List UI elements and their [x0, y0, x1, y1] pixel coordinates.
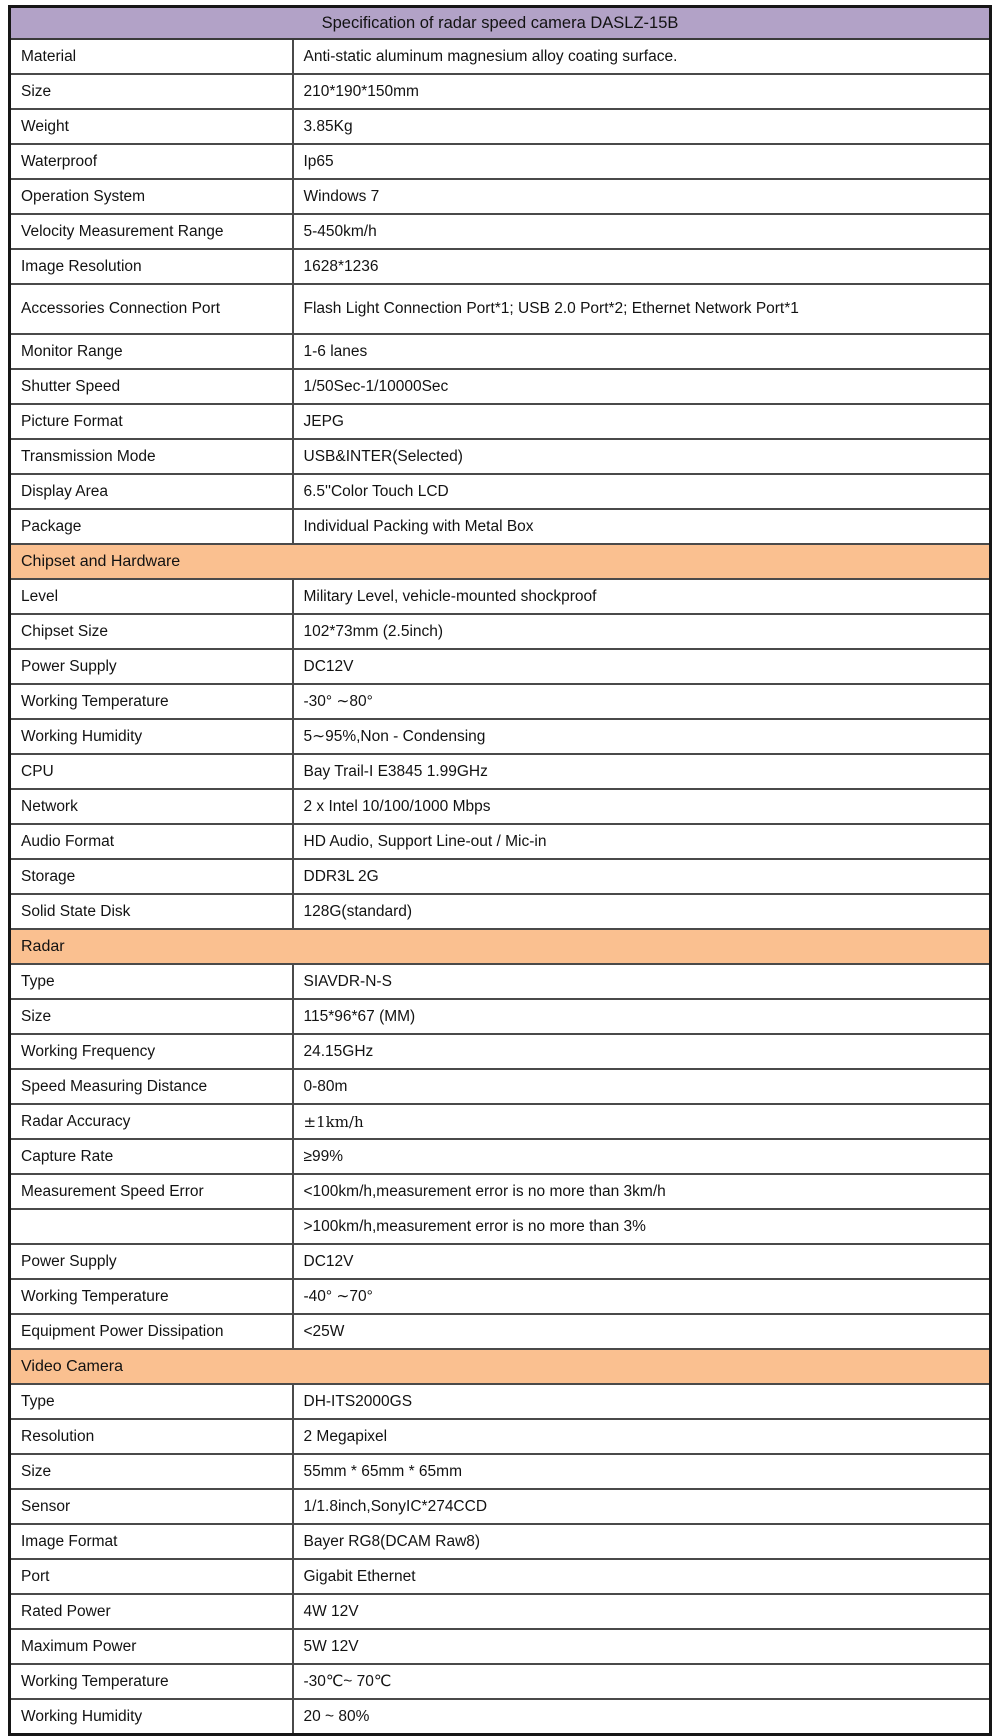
- spec-row: [10, 1279, 991, 1314]
- spec-value: -40° ∼70°: [293, 1279, 991, 1314]
- spec-row: [10, 144, 991, 179]
- spec-value: <100km/h,measurement error is no more than 3km/h: [293, 1174, 991, 1209]
- spec-label: Type: [10, 1384, 293, 1419]
- spec-label: Storage: [10, 859, 293, 894]
- spec-label: Equipment Power Dissipation: [10, 1314, 293, 1349]
- spec-row: [10, 1069, 991, 1104]
- spec-label: Measurement Speed Error: [10, 1174, 293, 1209]
- spec-row: [10, 649, 991, 684]
- spec-value: Anti-static aluminum magnesium alloy coating surface.: [293, 39, 991, 74]
- spec-label: Capture Rate: [10, 1139, 293, 1174]
- spec-row: [10, 39, 991, 74]
- spec-value: 20 ~ 80%: [293, 1699, 991, 1735]
- spec-value: 210*190*150mm: [293, 74, 991, 109]
- spec-label: Size: [10, 999, 293, 1034]
- spec-value: 115*96*67 (MM): [293, 999, 991, 1034]
- spec-label: Image Format: [10, 1524, 293, 1559]
- spec-row: [10, 824, 991, 859]
- spec-row: [10, 684, 991, 719]
- page-title: Specification of radar speed camera DASLZ-15B: [10, 7, 991, 40]
- spec-value: 5∼95%,Non - Condensing: [293, 719, 991, 754]
- spec-row: [10, 754, 991, 789]
- spec-row: [10, 1034, 991, 1069]
- spec-value: Bay Trail-I E3845 1.99GHz: [293, 754, 991, 789]
- spec-label: Accessories Connection Port: [10, 284, 293, 334]
- spec-row: [10, 74, 991, 109]
- spec-row: [10, 1104, 991, 1139]
- spec-row: [10, 1454, 991, 1489]
- spec-label: Picture Format: [10, 404, 293, 439]
- section-header: Radar: [10, 929, 991, 964]
- spec-row: [10, 1314, 991, 1349]
- spec-value: Windows 7: [293, 179, 991, 214]
- spec-row: [10, 439, 991, 474]
- spec-row: [10, 179, 991, 214]
- spec-label: Working Temperature: [10, 1279, 293, 1314]
- spec-label: CPU: [10, 754, 293, 789]
- spec-label: Radar Accuracy: [10, 1104, 293, 1139]
- spec-label: Transmission Mode: [10, 439, 293, 474]
- spec-value: 5W 12V: [293, 1629, 991, 1664]
- spec-value: DH-ITS2000GS: [293, 1384, 991, 1419]
- spec-label: Display Area: [10, 474, 293, 509]
- spec-label: Image Resolution: [10, 249, 293, 284]
- spec-label: Size: [10, 1454, 293, 1489]
- spec-row: [10, 859, 991, 894]
- spec-label: Type: [10, 964, 293, 999]
- spec-row: [10, 719, 991, 754]
- spec-row: [10, 964, 991, 999]
- spec-label: Port: [10, 1559, 293, 1594]
- spec-row: [10, 1489, 991, 1524]
- spec-label: Maximum Power: [10, 1629, 293, 1664]
- spec-row: [10, 334, 991, 369]
- spec-value: USB&INTER(Selected): [293, 439, 991, 474]
- spec-label: Working Frequency: [10, 1034, 293, 1069]
- spec-value: -30℃~ 70℃: [293, 1664, 991, 1699]
- spec-value: DC12V: [293, 1244, 991, 1279]
- spec-label: Power Supply: [10, 649, 293, 684]
- spec-row: [10, 214, 991, 249]
- spec-label: Rated Power: [10, 1594, 293, 1629]
- spec-value: 1-6 lanes: [293, 334, 991, 369]
- spec-label: Velocity Measurement Range: [10, 214, 293, 249]
- spec-value: -30° ∼80°: [293, 684, 991, 719]
- spec-value: Bayer RG8(DCAM Raw8): [293, 1524, 991, 1559]
- spec-table: [8, 5, 992, 1736]
- spec-value: Military Level, vehicle-mounted shockproof: [293, 579, 991, 614]
- spec-row: [10, 1209, 991, 1244]
- section-header-row: [10, 544, 991, 579]
- spec-label: Shutter Speed: [10, 369, 293, 404]
- spec-row: [10, 1244, 991, 1279]
- spec-label: Power Supply: [10, 1244, 293, 1279]
- spec-label: Speed Measuring Distance: [10, 1069, 293, 1104]
- spec-row: [10, 109, 991, 144]
- spec-row: [10, 369, 991, 404]
- spec-value: 102*73mm (2.5inch): [293, 614, 991, 649]
- spec-row: [10, 1524, 991, 1559]
- spec-value: 128G(standard): [293, 894, 991, 929]
- spec-value: 24.15GHz: [293, 1034, 991, 1069]
- spec-row: [10, 1174, 991, 1209]
- title-row: [10, 7, 991, 40]
- spec-row: [10, 509, 991, 544]
- spec-row: [10, 1559, 991, 1594]
- section-header: Video Camera: [10, 1349, 991, 1384]
- spec-value: 4W 12V: [293, 1594, 991, 1629]
- spec-label: Working Humidity: [10, 719, 293, 754]
- spec-row: [10, 1629, 991, 1664]
- spec-label: Waterproof: [10, 144, 293, 179]
- spec-label: Working Temperature: [10, 684, 293, 719]
- spec-label: [10, 1209, 293, 1244]
- spec-value: 3.85Kg: [293, 109, 991, 144]
- spec-value: ±1km/h: [293, 1104, 991, 1139]
- spec-value: HD Audio, Support Line-out / Mic-in: [293, 824, 991, 859]
- spec-value: Ip65: [293, 144, 991, 179]
- spec-row: [10, 1419, 991, 1454]
- spec-row: [10, 1664, 991, 1699]
- spec-label: Level: [10, 579, 293, 614]
- spec-row: [10, 284, 991, 334]
- section-header: Chipset and Hardware: [10, 544, 991, 579]
- spec-label: Sensor: [10, 1489, 293, 1524]
- spec-value: Individual Packing with Metal Box: [293, 509, 991, 544]
- spec-label: Package: [10, 509, 293, 544]
- spec-value: JEPG: [293, 404, 991, 439]
- spec-row: [10, 614, 991, 649]
- spec-value: 55mm * 65mm * 65mm: [293, 1454, 991, 1489]
- spec-label: Working Temperature: [10, 1664, 293, 1699]
- spec-row: [10, 1384, 991, 1419]
- spec-row: [10, 999, 991, 1034]
- spec-row: [10, 894, 991, 929]
- spec-value: DDR3L 2G: [293, 859, 991, 894]
- spec-value: Flash Light Connection Port*1; USB 2.0 Port*2; Ethernet Network Port*1: [293, 284, 991, 334]
- spec-value: >100km/h,measurement error is no more than 3%: [293, 1209, 991, 1244]
- spec-row: [10, 579, 991, 614]
- spec-value: 2 Megapixel: [293, 1419, 991, 1454]
- spec-label: Operation System: [10, 179, 293, 214]
- spec-label: Chipset Size: [10, 614, 293, 649]
- spec-label: Working Humidity: [10, 1699, 293, 1735]
- spec-label: Solid State Disk: [10, 894, 293, 929]
- spec-label: Audio Format: [10, 824, 293, 859]
- spec-value: 0-80m: [293, 1069, 991, 1104]
- spec-row: [10, 249, 991, 284]
- spec-row: [10, 1699, 991, 1735]
- spec-label: Resolution: [10, 1419, 293, 1454]
- spec-label: Weight: [10, 109, 293, 144]
- spec-value: ≥99%: [293, 1139, 991, 1174]
- spec-label: Material: [10, 39, 293, 74]
- section-header-row: [10, 929, 991, 964]
- spec-row: [10, 1139, 991, 1174]
- spec-value: 1/1.8inch,SonyIC*274CCD: [293, 1489, 991, 1524]
- section-header-row: [10, 1349, 991, 1384]
- spec-value: Gigabit Ethernet: [293, 1559, 991, 1594]
- spec-label: Monitor Range: [10, 334, 293, 369]
- spec-value: 1628*1236: [293, 249, 991, 284]
- spec-label: Network: [10, 789, 293, 824]
- spec-value: DC12V: [293, 649, 991, 684]
- spec-value: 6.5''Color Touch LCD: [293, 474, 991, 509]
- spec-value: SIAVDR-N-S: [293, 964, 991, 999]
- spec-value: 1/50Sec-1/10000Sec: [293, 369, 991, 404]
- spec-value: <25W: [293, 1314, 991, 1349]
- spec-label: Size: [10, 74, 293, 109]
- spec-value: 2 x Intel 10/100/1000 Mbps: [293, 789, 991, 824]
- spec-value: 5-450km/h: [293, 214, 991, 249]
- spec-row: [10, 1594, 991, 1629]
- spec-row: [10, 404, 991, 439]
- spec-row: [10, 474, 991, 509]
- spec-row: [10, 789, 991, 824]
